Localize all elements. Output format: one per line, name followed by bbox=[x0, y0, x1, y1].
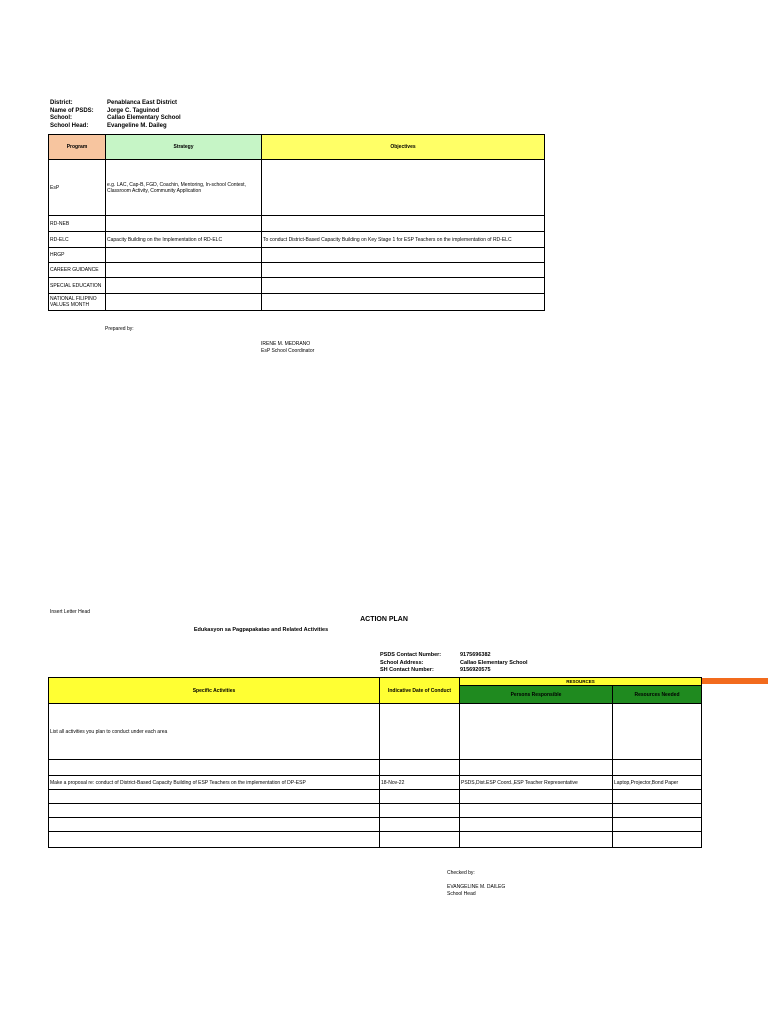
table-row: HRGP bbox=[49, 248, 545, 263]
header-persons-responsible: Persons Responsible bbox=[460, 686, 613, 704]
prepared-by-signer bbox=[261, 341, 314, 355]
header-program: Program bbox=[49, 135, 106, 160]
header-objectives: Objectives bbox=[262, 135, 545, 160]
checked-by-name: EVANGELINE M. DAILEG bbox=[447, 884, 506, 890]
table-row: CAREER GUIDANCE bbox=[49, 263, 545, 278]
prepared-by-label: Prepared by: bbox=[105, 326, 134, 332]
table-row: RD-ELC Capacity Building on the Implementation of RD-ELC To conduct District-Based Capacity Building on Key Stage 1 for ESP Teachers on the implementation of RD-ELC bbox=[49, 232, 545, 248]
table-row: SPECIAL EDUCATION bbox=[49, 278, 545, 294]
action-plan-subtitle: Edukasyon sa Pagpapakatao and Related Activities bbox=[193, 627, 329, 633]
contact-info bbox=[380, 652, 528, 675]
table-row: NATIONAL FILIPINO VALUES MONTH bbox=[49, 294, 545, 311]
prepared-by-name: IRENE M. MEDRANO bbox=[261, 341, 311, 347]
activities-table-header-top bbox=[49, 678, 702, 686]
info-district: District: Penablanca East District bbox=[50, 100, 178, 106]
table-row bbox=[49, 832, 702, 848]
checked-by-title: School Head bbox=[447, 891, 476, 897]
header-resources: RESOURCES bbox=[460, 678, 702, 686]
school-info bbox=[50, 100, 181, 130]
table-row bbox=[49, 804, 702, 818]
prepared-by-title: EsP School Coordinator bbox=[261, 348, 315, 354]
action-plan-title: ACTION PLAN bbox=[360, 616, 408, 623]
header-strategy: Strategy bbox=[106, 135, 262, 160]
table-row: Make a proposal re: conduct of District-Based Capacity Building of ESP Teachers on the implementation of DP-ESP 18-Nov-22 PSDS,Dist.ESP Coord.,ESP Teacher Representative Laptop,Projector,Bond Paper bbox=[49, 776, 702, 790]
program-table-header bbox=[49, 135, 545, 160]
contact-sh: SH Contact Number: 9156920575 bbox=[380, 667, 491, 673]
table-row: EsP e.g. LAC, Cap-B, FGD, Coachin, Mentoring, In-school Contest, Classroom Activity, Community Application bbox=[49, 160, 545, 216]
info-psds: Name of PSDS: Jorge C. Taguinod bbox=[50, 107, 160, 114]
header-resources-needed: Resources Needed bbox=[613, 686, 702, 704]
info-school: School: Callao Elementary School bbox=[50, 115, 181, 121]
program-table bbox=[48, 134, 545, 311]
activities-table bbox=[48, 677, 702, 848]
table-row bbox=[49, 790, 702, 804]
letter-head-placeholder: Insert Letter Head bbox=[50, 609, 91, 615]
table-row bbox=[49, 760, 702, 776]
header-indicative-date: Indicative Date of Conduct bbox=[380, 678, 460, 704]
contact-psds: PSDS Contact Number: 9175696382 bbox=[380, 652, 491, 658]
table-row: List all activities you plan to conduct under each area bbox=[49, 704, 702, 760]
header-specific-activities: Specific Activities bbox=[49, 678, 380, 704]
table-row: RD-NEB bbox=[49, 216, 545, 232]
contact-address: School Address: Callao Elementary School bbox=[380, 659, 528, 666]
accent-line bbox=[701, 678, 768, 684]
checked-by-label: Checked by: bbox=[447, 870, 475, 876]
table-row bbox=[49, 818, 702, 832]
info-school-head: School Head: Evangeline M. Daileg bbox=[50, 122, 167, 129]
checked-by-block bbox=[447, 870, 505, 898]
